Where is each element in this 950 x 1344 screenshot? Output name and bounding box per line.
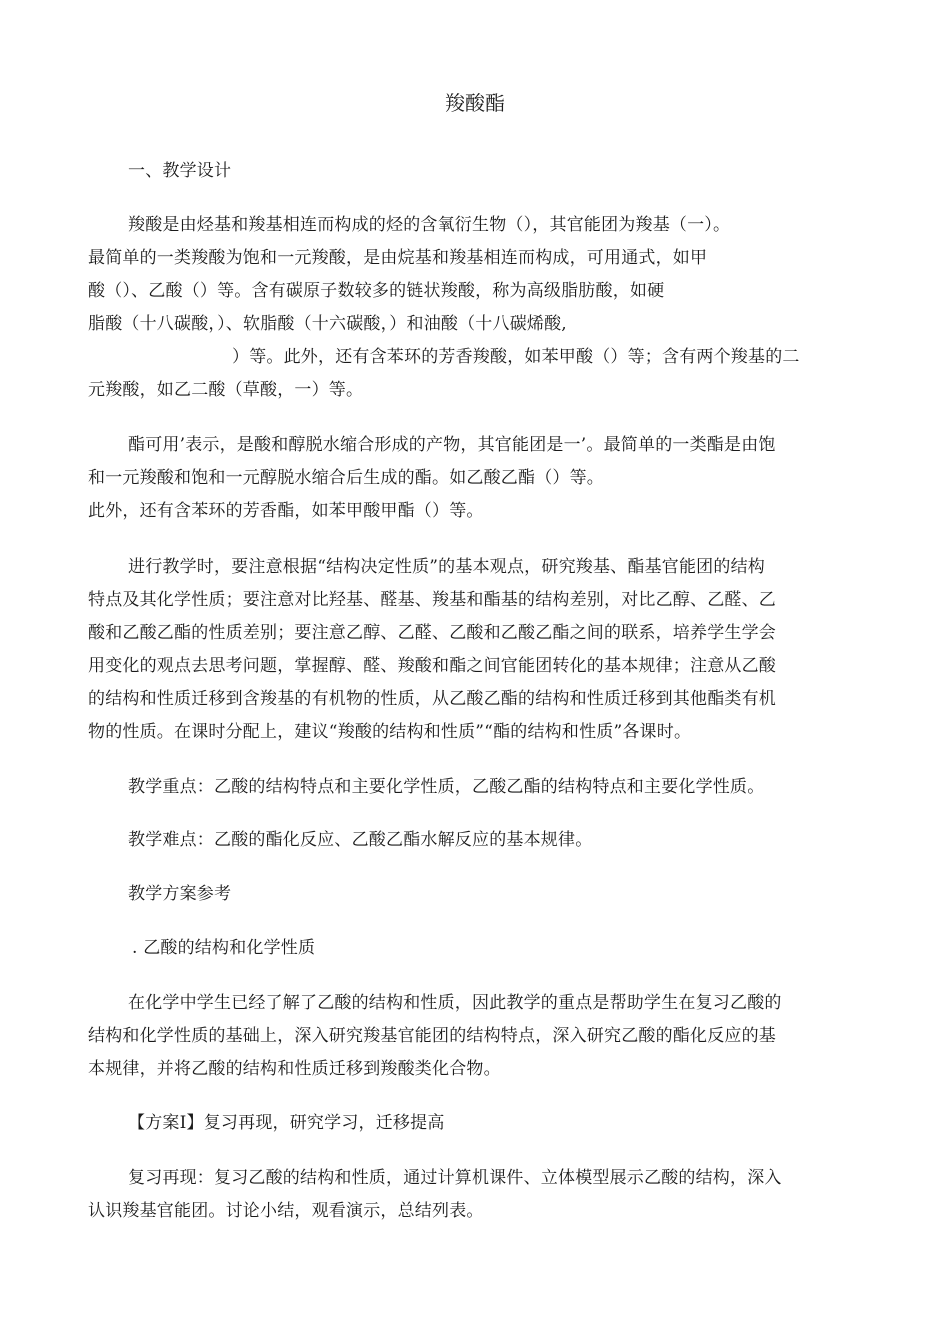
paragraph-line: 物的性质。在课时分配上，建议“羧酸的结构和性质”“酯的结构和性质”各课时。	[88, 722, 692, 742]
paragraph-line: 复习再现：复习乙酸的结构和性质，通过计算机课件、立体模型展示乙酸的结构，深入	[128, 1168, 782, 1188]
paragraph-line: 酸和乙酸乙酯的性质差别；要注意乙醇、乙醛、乙酸和乙酸乙酯之间的联系，培养学生学会	[88, 623, 776, 643]
subsection-heading: . 乙酸的结构和化学性质	[132, 938, 316, 958]
paragraph-line: 本规律，并将乙酸的结构和性质迁移到羧酸类化合物。	[88, 1059, 501, 1079]
paragraph-line: 酯可用’表示，是酸和醇脱水缩合形成的产物，其官能团是一’。最简单的一类酯是由饱	[128, 435, 776, 455]
teaching-focus: 教学重点：乙酸的结构特点和主要化学性质，乙酸乙酯的结构特点和主要化学性质。	[128, 777, 765, 797]
paragraph-line: 最简单的一类羧酸为饱和一元羧酸，是由烷基和羧基相连而构成，可用通式，如甲	[88, 248, 708, 268]
paragraph-line: 和一元羧酸和饱和一元醇脱水缩合后生成的酯。如乙酸乙酯（）等。	[88, 468, 604, 488]
teaching-difficulty: 教学难点：乙酸的酯化反应、乙酸乙酯水解反应的基本规律。	[128, 830, 593, 850]
paragraph-line: 特点及其化学性质；要注意对比羟基、醛基、羧基和酯基的结构差别，对比乙醇、乙醛、乙	[88, 590, 776, 610]
paragraph-line: 元羧酸，如乙二酸（草酸，一）等。	[88, 380, 364, 400]
paragraph-line: 认识羧基官能团。讨论小结，观看演示，总结列表。	[88, 1201, 484, 1221]
paragraph-line: ）等。此外，还有含苯环的芳香羧酸，如苯甲酸（）等；含有两个羧基的二	[232, 347, 800, 367]
document-title: 羧酸酯	[445, 91, 505, 115]
paragraph-line: 结构和化学性质的基础上，深入研究羧基官能团的结构特点，深入研究乙酸的酯化反应的基	[88, 1026, 776, 1046]
paragraph-line: 用变化的观点去思考问题，掌握醇、醛、羧酸和酯之间官能团转化的基本规律；注意从乙酸	[88, 656, 776, 676]
paragraph-line: 的结构和性质迁移到含羧基的有机物的性质，从乙酸乙酯的结构和性质迁移到其他酯类有机	[88, 689, 776, 709]
paragraph-line: 羧酸是由烃基和羧基相连而构成的烃的含氧衍生物（），其官能团为羧基（一）。	[128, 215, 731, 235]
paragraph-line: 酸（）、乙酸（）等。含有碳原子数较多的链状羧酸，称为高级脂肪酸，如硬	[88, 281, 665, 301]
paragraph-line: 脂酸（十八碳酸，）、软脂酸（十六碳酸，）和油酸（十八碳烯酸,	[88, 314, 567, 334]
paragraph-line: 在化学中学生已经了解了乙酸的结构和性质，因此教学的重点是帮助学生在复习乙酸的	[128, 993, 782, 1013]
paragraph-line: 进行教学时，要注意根据“结构决定性质”的基本观点，研究羧基、酯基官能团的结构	[128, 557, 765, 577]
paragraph-line: 此外，还有含苯环的芳香酯，如苯甲酸甲酯（）等。	[88, 501, 484, 521]
plan-heading: 【方案Ⅰ】复习再现，研究学习，迁移提高	[128, 1113, 445, 1133]
section-heading: 一、教学设计	[128, 161, 232, 181]
plan-reference-heading: 教学方案参考	[128, 884, 232, 904]
